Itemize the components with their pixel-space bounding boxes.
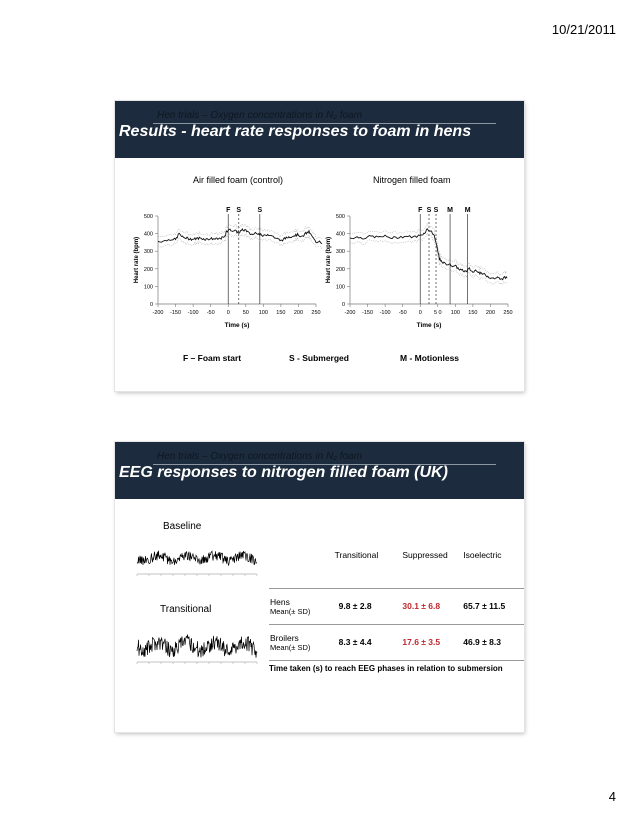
header-isoelectric: Isoelectric xyxy=(463,550,502,560)
air-chart-x-tick-label: 250 xyxy=(311,310,321,316)
baseline-label: Baseline xyxy=(163,521,202,532)
air-chart-x-tick-label: 150 xyxy=(276,310,286,316)
chart2-title: Nitrogen filled foam xyxy=(373,175,451,185)
air-chart-y-tick-label: 500 xyxy=(143,214,153,220)
nitrogen-chart-y-tick-label: 300 xyxy=(335,249,345,256)
date-header: 10/21/2011 xyxy=(551,22,616,37)
nitrogen-chart-y-tick-label: 500 xyxy=(335,214,345,220)
nitrogen-chart-y-tick-label: 200 xyxy=(335,266,345,273)
air-chart-marker-label: S xyxy=(236,207,242,214)
nitrogen-chart-y-tick-label: 0 xyxy=(341,302,345,308)
air-chart-y-axis-label: Heart rate (bpm) xyxy=(134,236,140,284)
nitrogen-chart-sd-lower xyxy=(350,233,507,284)
eeg-baseline-trace xyxy=(135,542,265,582)
air-chart-y-tick-label: 400 xyxy=(143,231,153,238)
eeg-transitional-trace xyxy=(135,630,265,670)
nitrogen-chart-x-tick-label: 250 xyxy=(503,310,513,316)
air-chart-x-tick-label: 0 xyxy=(226,310,230,316)
legend-foam-start: F – Foam start xyxy=(183,353,242,363)
nitrogen-chart-x-tick-label: 0 xyxy=(418,310,422,316)
air-chart-x-tick-label: -100 xyxy=(187,310,199,316)
row-sub-broilers: Mean(± SD) xyxy=(270,642,311,652)
legend-submerged: S - Submerged xyxy=(289,353,349,363)
row-name-hens: Hens xyxy=(270,596,290,607)
slide-subtitle: Hen trials – Oxygen concentrations in N₂ foam xyxy=(157,110,363,121)
nitrogen-chart-x-tick-label: 200 xyxy=(485,310,496,316)
hens-transitional-value: 9.8 ± 2.8 xyxy=(338,601,372,611)
air-chart-x-tick-label: 100 xyxy=(258,310,268,316)
nitrogen-chart-y-tick-label: 400 xyxy=(335,231,345,238)
slide-eeg xyxy=(115,442,524,732)
air-chart-x-tick-label: 200 xyxy=(293,310,304,316)
nitrogen-chart-x-tick-label: -150 xyxy=(362,310,374,316)
row-name-broilers: Broilers xyxy=(270,632,299,643)
table-row-hens xyxy=(269,588,524,624)
nitrogen-chart-x-axis-label: Time (s) xyxy=(416,322,442,329)
air-chart-x-axis-label: Time (s) xyxy=(224,322,250,329)
air-chart-y-tick-label: 300 xyxy=(143,249,153,256)
air-chart-marker-label: S xyxy=(257,207,263,214)
air-chart-x-tick-label: -200 xyxy=(152,310,164,316)
slide-subtitle: Hen trials – Oxygen concentrations in N₂ foam xyxy=(157,451,363,462)
eeg-baseline-waveform xyxy=(137,551,257,566)
air-chart-y-tick-label: 200 xyxy=(143,266,153,273)
chart-nitrogen-foam xyxy=(315,206,515,346)
transitional-label: Transitional xyxy=(160,604,212,615)
nitrogen-chart-marker-label: S xyxy=(426,207,432,214)
header-suppressed: Suppressed xyxy=(402,550,448,560)
nitrogen-chart-x-tick-label: -100 xyxy=(379,310,391,316)
eeg-phase-table xyxy=(269,544,524,661)
slide-title: EEG responses to nitrogen filled foam (UK) xyxy=(119,464,448,481)
nitrogen-chart-x-tick-label: 5 0 xyxy=(433,310,442,316)
nitrogen-chart-x-tick-label: -200 xyxy=(344,310,356,316)
air-chart-x-tick-label: 50 xyxy=(242,310,249,316)
nitrogen-chart-y-axis-label: Heart rate (bpm) xyxy=(326,236,332,284)
page-number: 4 xyxy=(608,789,616,804)
broilers-transitional-value: 8.3 ± 4.4 xyxy=(338,637,372,647)
chart-air-foam xyxy=(123,206,323,346)
nitrogen-chart-marker-label: S xyxy=(433,207,439,214)
nitrogen-chart-marker-label: F xyxy=(418,207,423,214)
nitrogen-chart-x-tick-label: -50 xyxy=(398,310,407,316)
slide-heart-rate xyxy=(115,101,524,391)
broilers-suppressed-value: 17.6 ± 3.5 xyxy=(402,637,441,647)
slide-banner xyxy=(115,442,524,499)
nitrogen-chart-y-tick-label: 100 xyxy=(335,284,345,291)
slide-title: Results - heart rate responses to foam in hens xyxy=(119,123,472,140)
table-row-broilers xyxy=(269,624,524,660)
header-transitional: Transitional xyxy=(334,550,379,560)
nitrogen-chart-series-line xyxy=(350,229,507,280)
nitrogen-chart-marker-label: M xyxy=(464,207,471,214)
row-sub-hens: Mean(± SD) xyxy=(270,606,311,616)
broilers-isoelectric-value: 46.9 ± 8.3 xyxy=(463,637,501,647)
nitrogen-chart-x-tick-label: 150 xyxy=(468,310,478,316)
air-chart-x-tick-label: -50 xyxy=(206,310,215,316)
slide-banner xyxy=(115,101,524,158)
air-chart-y-tick-label: 0 xyxy=(149,302,153,308)
hens-suppressed-value: 30.1 ± 6.8 xyxy=(402,601,441,611)
air-chart-marker-label: F xyxy=(226,207,231,214)
table-caption: Time taken (s) to reach EEG phases in relation to submersion xyxy=(269,664,503,673)
air-chart-series-line xyxy=(158,229,322,244)
chart1-title: Air filled foam (control) xyxy=(193,175,284,185)
air-chart-y-tick-label: 100 xyxy=(143,284,153,291)
air-chart-x-tick-label: -150 xyxy=(170,310,182,316)
eeg-transitional-waveform xyxy=(137,635,257,658)
legend-motionless: M - Motionless xyxy=(400,353,460,363)
hens-isoelectric-value: 65.7 ± 11.5 xyxy=(463,601,506,611)
nitrogen-chart-x-tick-label: 100 xyxy=(450,310,460,316)
nitrogen-chart-marker-label: M xyxy=(447,207,453,214)
